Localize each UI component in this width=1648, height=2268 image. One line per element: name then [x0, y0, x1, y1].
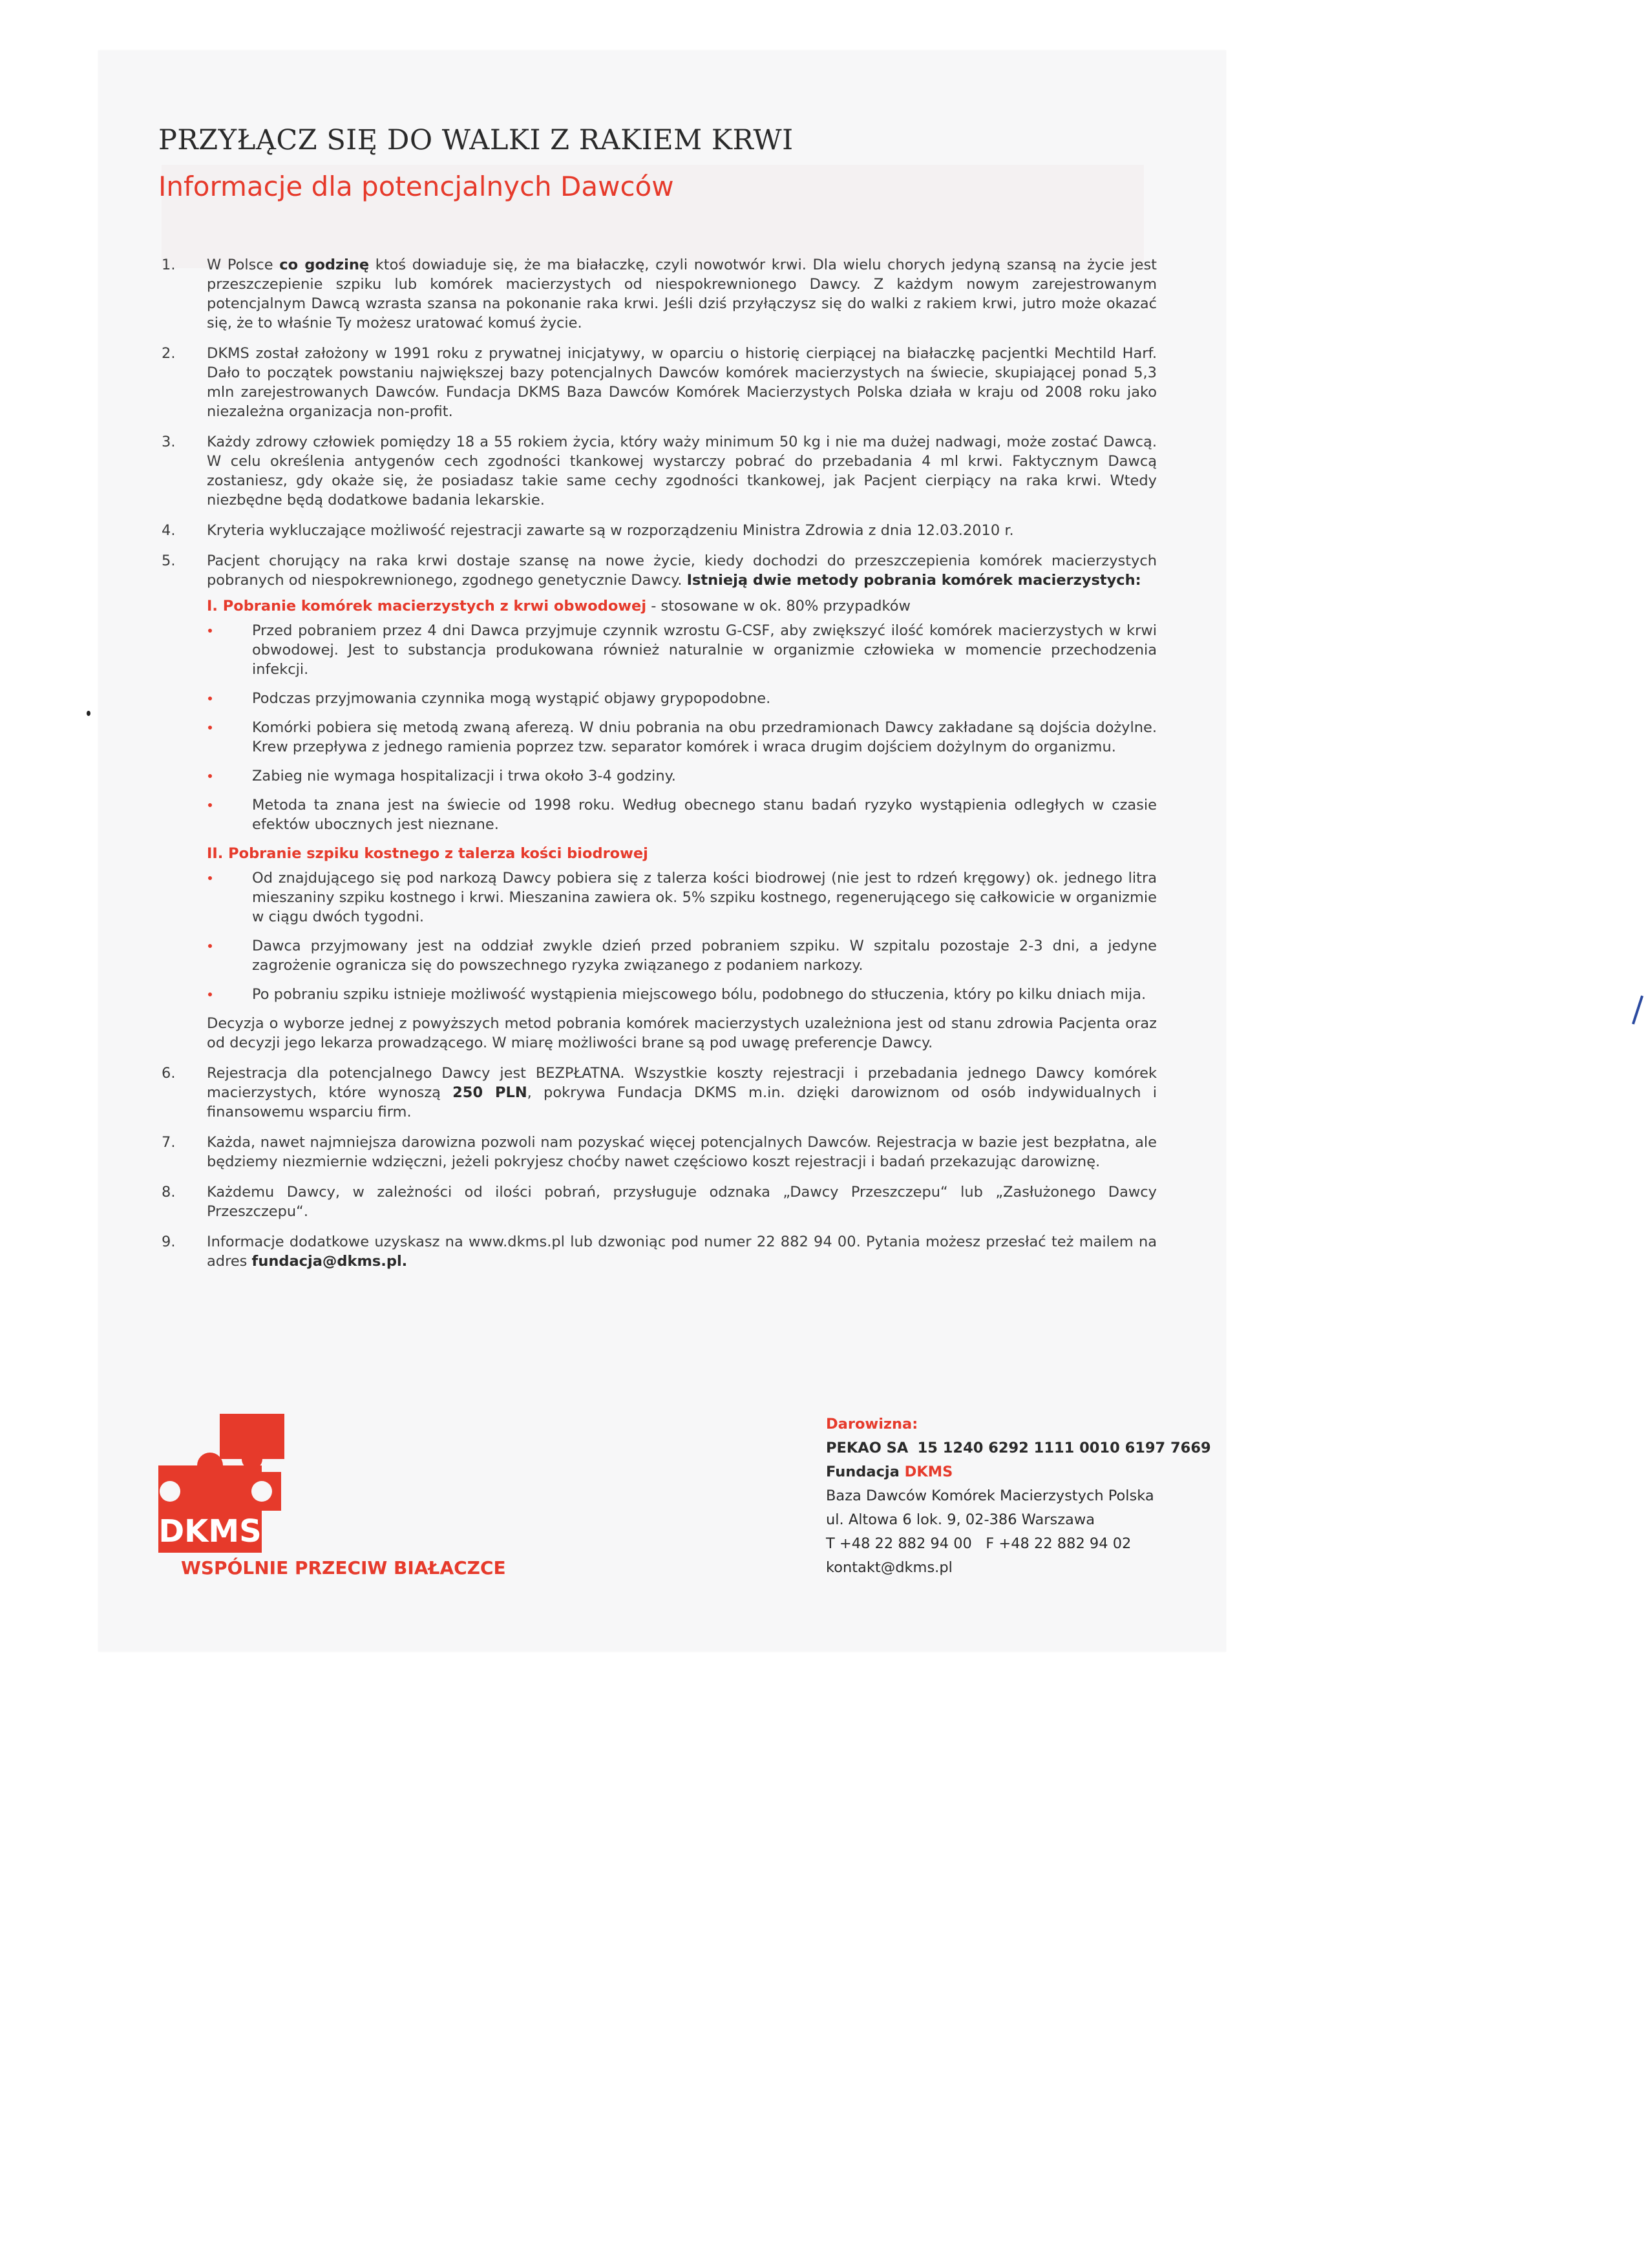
donation-block — [826, 1412, 1211, 1580]
logo-text: DKMS — [158, 1513, 262, 1549]
method-1-bullets — [207, 621, 1157, 834]
text-segment: Pacjent chorujący na raka krwi dostaje szansę na nowe życie, kiedy dochodzi do przeszczepienia komórek macierzystych pobranych od niespokrewnionego, zgodnego genetycznie Dawcy. — [207, 552, 1157, 589]
bullet-item: Komórki pobiera się metodą zwaną aferezą. W dniu pobrania na obu przedramionach Dawcy zakładane są dojścia dożylne. Krew przepływa z jednego ramienia poprzez tzw. separator komórek i wraca drugim dojściem dożylnym do organizmu. — [207, 718, 1157, 757]
method-1-heading — [207, 596, 1157, 616]
list-item — [162, 551, 1157, 1053]
list-item — [162, 1232, 1157, 1271]
logo-puzzle-knob — [197, 1453, 223, 1478]
item-text — [207, 551, 1157, 1053]
item-number: 3. — [162, 434, 176, 450]
item-number: 1. — [162, 257, 176, 273]
method-decision-note: Decyzja o wyborze jednej z powyższych metod pobrania komórek macierzystych uzależniona jest od stanu zdrowia Pacjenta oraz od decyzji jego lekarza prowadzącego. W miarę możliwości brane są pod uwagę preferencje Dawcy. — [207, 1015, 1157, 1051]
text-segment: Rejestracja dla potencjalnego Dawcy jest BEZPŁATNA. Wszystkie koszty rejestracji i przebadania jednego Dawcy komórek macierzystych, które wynoszą — [207, 1065, 1157, 1101]
item-number: 4. — [162, 522, 176, 539]
dkms-logo — [158, 1414, 288, 1553]
account-number: 15 1240 6292 1111 0010 6197 7669 — [917, 1440, 1211, 1456]
item-text — [207, 1232, 1157, 1271]
text-segment: Informacje dodatkowe uzyskasz na www.dkms.pl lub dzwoniąc pod numer 22 882 94 00. Pytania możesz przesłać też mailem na adres — [207, 1234, 1157, 1270]
foundation-line — [826, 1460, 1188, 1484]
text-segment: ktoś dowiaduje się, że ma białaczkę, czyli nowotwór krwi. Dla wielu chorych jedyną szansą na życie jest przeszczepienie szpiku lub komórek macierzystych od niespokrewnionego Dawcy. Z każdym nowym zarejestrowanym potencjalnym Dawcą wzrasta szansa na pokonanie raka krwi. Jeśli dziś przyłączysz się do walki z rakiem krwi, jutro może okazać się, że to właśnie Ty możesz uratować komuś życie. — [207, 257, 1157, 331]
logo-puzzle-knob — [242, 1449, 262, 1469]
emphasis: co godzinę — [279, 257, 370, 273]
bank-account — [826, 1436, 1211, 1460]
method-2-heading: II. Pobranie szpiku kostnego z talerza kości biodrowej — [207, 845, 648, 862]
item-number: 5. — [162, 552, 176, 569]
foundation-name: DKMS — [904, 1464, 953, 1480]
text-segment: W Polsce — [207, 257, 280, 273]
item-text — [207, 1064, 1157, 1122]
list-item — [162, 1182, 1157, 1221]
list-item — [162, 432, 1157, 510]
list-item — [162, 521, 1157, 540]
logo-puzzle-cutout — [160, 1481, 180, 1502]
emphasis: Istnieją dwie metody pobrania komórek macierzystych: — [686, 572, 1141, 589]
item-number: 2. — [162, 345, 176, 362]
list-item — [162, 1064, 1157, 1122]
logo-tagline: WSPÓLNIE PRZECIW BIAŁACZCE — [181, 1557, 506, 1579]
bullet-item: Od znajdującego się pod narkozą Dawcy pobiera się z talerza kości biodrowej (nie jest to rdzeń kręgowy) ok. jednego litra mieszaniny szpiku kostnego i krwi. Mieszanina zawiera ok. 5% szpiku kostnego, regenerującego się całkowicie w organizmie w ciągu dwóch tygodni. — [207, 868, 1157, 927]
method-1-title: I. Pobranie komórek macierzystych z krwi obwodowej — [207, 598, 647, 614]
address-line: ul. Altowa 6 lok. 9, 02-386 Warszawa — [826, 1511, 1095, 1528]
method-1-note: - stosowane w ok. 80% przypadków — [646, 598, 911, 614]
bullet-item: Przed pobraniem przez 4 dni Dawca przyjmuje czynnik wzrostu G-CSF, aby zwiększyć ilość komórek macierzystych w krwi obwodowej. Jest to substancja produkowana również naturalnie w organizmie człowieka w momencie przechodzenia infekcji. — [207, 621, 1157, 679]
page-title: PRZYŁĄCZ SIĘ DO WALKI Z RAKIEM KRWI — [158, 124, 794, 156]
item-text: Kryteria wykluczające możliwość rejestracji zawarte są w rozporządzeniu Ministra Zdrowia z dnia 12.03.2010 r. — [207, 522, 1014, 539]
list-item — [162, 344, 1157, 421]
bullet-item: Dawca przyjmowany jest na oddział zwykle dzień przed pobraniem szpiku. W szpitalu pozostaje 2-3 dni, a jedyne zagrożenie ogranicza się do powszechnego ryzyka związanego z podaniem narkozy. — [207, 936, 1157, 975]
logo-puzzle-knob — [251, 1481, 272, 1502]
text-segment: , pokrywa Fundacja DKMS m.in. dzięki darowiznom od osób indywidualnych i finansowemu wsparciu firm. — [207, 1084, 1157, 1120]
bullet-item: Zabieg nie wymaga hospitalizacji i trwa około 3-4 godziny. — [207, 766, 1157, 786]
item-text: Każda, nawet najmniejsza darowizna pozwoli nam pozyskać więcej potencjalnych Dawców. Rejestracja w bazie jest bezpłatna, ale będziemy niezmiernie wdzięczni, jeżeli pokryjesz choćby nawet częściowo koszt rejestracji i badań przekazując darowiznę. — [207, 1134, 1157, 1170]
foundation-prefix: Fundacja — [826, 1464, 905, 1480]
scan-pen-mark — [1632, 996, 1643, 1025]
phone: T +48 22 882 94 00 — [826, 1535, 972, 1552]
org-line: Baza Dawców Komórek Macierzystych Polska — [826, 1487, 1154, 1504]
item-text: Każdemu Dawcy, w zależności od ilości pobrań, przysługuje odznaka „Dawcy Przeszczepu“ lub „Zasłużonego Dawcy Przeszczepu“. — [207, 1184, 1157, 1220]
item-text: Każdy zdrowy człowiek pomiędzy 18 a 55 rokiem życia, który waży minimum 50 kg i nie ma dużej nadwagi, może zostać Dawcą. W celu określenia antygenów cech zgodności tkankowej wystarczy pobrać do przebadania 4 ml krwi. Faktycznym Dawcą zostaniesz, gdy okaże się, że posiadasz takie same cechy zgodności tkankowej, jak Pacjent cierpiący na raka krwi. Wtedy niezbędne będą dodatkowe badania lekarskie. — [207, 434, 1157, 509]
info-list — [162, 255, 1157, 1282]
item-text: DKMS został założony w 1991 roku z prywatnej inicjatywy, w oparciu o historię cierpiącej na białaczkę pacjentki Mechtild Harf. Dało to początek powstaniu największej bazy potencjalnych Dawców komórek macierzystych na świecie, skupiającej ponad 5,3 mln zarejestrowanych Dawców. Fundacja DKMS Baza Dawców Komórek Macierzystych Polska działa w kraju od 2008 roku jako niezależna organizacja non-profit. — [207, 345, 1157, 420]
scan-speck — [87, 711, 90, 716]
donation-label: Darowizna: — [826, 1416, 918, 1433]
emphasis: 250 PLN — [452, 1084, 527, 1101]
bank-name: PEKAO SA — [826, 1440, 909, 1456]
bullet-item: Metoda ta znana jest na świecie od 1998 roku. Według obecnego stanu badań ryzyko wystąpienia odległych w czasie efektów ubocznych jest nieznane. — [207, 795, 1157, 834]
item-number: 6. — [162, 1065, 176, 1082]
item-number: 7. — [162, 1134, 176, 1151]
method-2-bullets — [207, 868, 1157, 1004]
methods-intro — [207, 551, 1157, 590]
fax: F +48 22 882 94 02 — [986, 1535, 1132, 1552]
item-text — [207, 255, 1157, 333]
page-subtitle: Informacje dla potencjalnych Dawców — [158, 171, 674, 202]
email-emphasis: fundacja@dkms.pl. — [251, 1253, 408, 1270]
bullet-item: Podczas przyjmowania czynnika mogą wystąpić objawy grypopodobne. — [207, 689, 1157, 708]
list-item — [162, 1133, 1157, 1171]
item-number: 8. — [162, 1184, 176, 1201]
contact-email: kontakt@dkms.pl — [826, 1559, 953, 1576]
list-item — [162, 255, 1157, 333]
contact-phones — [826, 1532, 1188, 1556]
item-number: 9. — [162, 1234, 176, 1250]
bullet-item: Po pobraniu szpiku istnieje możliwość wystąpienia miejscowego bólu, podobnego do stłuczenia, który po kilku dniach mija. — [207, 985, 1157, 1004]
